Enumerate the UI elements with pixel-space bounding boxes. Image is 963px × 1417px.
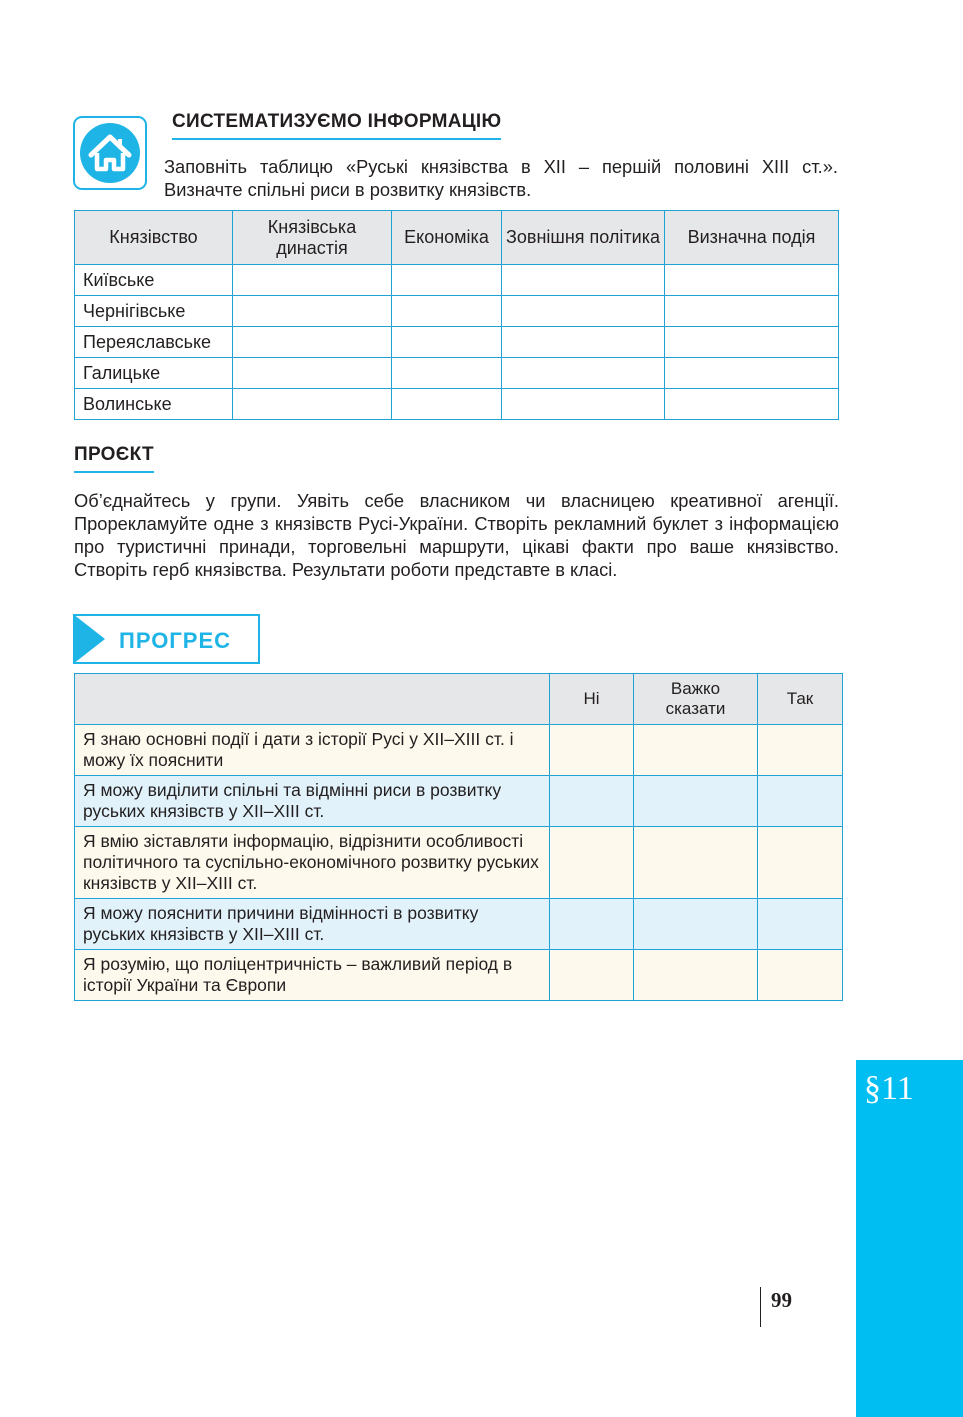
home-icon — [73, 116, 147, 190]
principality-name: Київське — [75, 265, 233, 296]
play-arrow-icon — [73, 614, 105, 664]
answer-no-cell[interactable] — [550, 950, 634, 1001]
table-cell[interactable] — [233, 389, 392, 420]
table-cell[interactable] — [665, 327, 839, 358]
answer-hard-cell[interactable] — [634, 725, 758, 776]
progress-banner — [73, 614, 260, 664]
principality-name: Галицьке — [75, 358, 233, 389]
header-hard-to-say: Важко сказати — [634, 674, 758, 725]
table-row — [75, 358, 839, 389]
table-cell[interactable] — [665, 389, 839, 420]
progress-row — [75, 899, 843, 950]
table-row — [75, 265, 839, 296]
systematize-title: СИСТЕМАТИЗУЄМО ІНФОРМАЦІЮ — [172, 111, 501, 140]
progress-row — [75, 725, 843, 776]
project-text: Об’єднайтесь у групи. Уявіть себе власником чи власницею креативної агенції. Прорекламуйте одне з князівств Русі-України. Створіть рекламний буклет з інформацією про туристичні принади, торговельні маршрути, цікаві факти про ваше князівство. Створіть герб князівства. Результати роботи представте в класі. — [74, 490, 839, 580]
table-cell[interactable] — [665, 265, 839, 296]
answer-yes-cell[interactable] — [758, 725, 843, 776]
answer-yes-cell[interactable] — [758, 899, 843, 950]
progress-table — [74, 673, 843, 1001]
systematize-instruction: Заповніть таблицю «Руські князівства в ХІІ – першій половині ХІІІ ст.». Визначте спільні риси в розвитку князівств. — [164, 156, 838, 200]
project-title: ПРОЄКТ — [74, 444, 154, 473]
table-cell[interactable] — [502, 389, 665, 420]
table-cell[interactable] — [233, 265, 392, 296]
table-cell[interactable] — [233, 296, 392, 327]
answer-yes-cell[interactable] — [758, 776, 843, 827]
progress-statement: Я можу пояснити причини відмінності в розвитку руських князівств у ХІІ–ХІІІ ст. — [75, 899, 550, 950]
answer-hard-cell[interactable] — [634, 776, 758, 827]
principality-name: Чернігівське — [75, 296, 233, 327]
table-cell[interactable] — [665, 358, 839, 389]
answer-yes-cell[interactable] — [758, 827, 843, 899]
header-dynasty: Князівська династія — [233, 211, 392, 265]
progress-row — [75, 776, 843, 827]
table-cell[interactable] — [502, 327, 665, 358]
progress-row — [75, 950, 843, 1001]
section-number: §11 — [864, 1070, 914, 1107]
principalities-table — [74, 210, 839, 420]
table-cell[interactable] — [392, 265, 502, 296]
table-cell[interactable] — [233, 327, 392, 358]
answer-no-cell[interactable] — [550, 725, 634, 776]
header-key-event: Визначна подія — [665, 211, 839, 265]
header-no: Ні — [550, 674, 634, 725]
table-row — [75, 296, 839, 327]
table-cell[interactable] — [502, 296, 665, 327]
table-cell[interactable] — [502, 265, 665, 296]
header-statement — [75, 674, 550, 725]
progress-statement: Я знаю основні події і дати з історії Русі у ХІІ–ХІІІ ст. і можу їх пояснити — [75, 725, 550, 776]
section-tab — [856, 1060, 963, 1417]
answer-hard-cell[interactable] — [634, 827, 758, 899]
answer-no-cell[interactable] — [550, 776, 634, 827]
header-principality: Князівство — [75, 211, 233, 265]
header-foreign-policy: Зовнішня політика — [502, 211, 665, 265]
table-cell[interactable] — [392, 389, 502, 420]
answer-hard-cell[interactable] — [634, 950, 758, 1001]
progress-row — [75, 827, 843, 899]
progress-header-row — [75, 674, 843, 725]
progress-statement: Я можу виділити спільні та відмінні риси в розвитку руських князівств у ХІІ–ХІІІ ст. — [75, 776, 550, 827]
answer-yes-cell[interactable] — [758, 950, 843, 1001]
table-row — [75, 389, 839, 420]
table-cell[interactable] — [665, 296, 839, 327]
answer-no-cell[interactable] — [550, 899, 634, 950]
progress-statement: Я розумію, що поліцентричність – важливий період в історії України та Європи — [75, 950, 550, 1001]
progress-title: ПРОГРЕС — [119, 628, 232, 653]
table-header-row — [75, 211, 839, 265]
answer-no-cell[interactable] — [550, 827, 634, 899]
table-cell[interactable] — [392, 296, 502, 327]
answer-hard-cell[interactable] — [634, 899, 758, 950]
progress-statement: Я вмію зіставляти інформацію, відрізнити особливості політичного та суспільно-економічного розвитку руських князівств у ХІІ–ХІІІ ст. — [75, 827, 550, 899]
principality-name: Переяславське — [75, 327, 233, 358]
table-cell[interactable] — [392, 358, 502, 389]
table-cell[interactable] — [392, 327, 502, 358]
header-yes: Так — [758, 674, 843, 725]
principality-name: Волинське — [75, 389, 233, 420]
table-row — [75, 327, 839, 358]
table-cell[interactable] — [233, 358, 392, 389]
header-economy: Економіка — [392, 211, 502, 265]
table-cell[interactable] — [502, 358, 665, 389]
page-number-divider — [760, 1287, 761, 1327]
page-number: 99 — [771, 1288, 792, 1312]
